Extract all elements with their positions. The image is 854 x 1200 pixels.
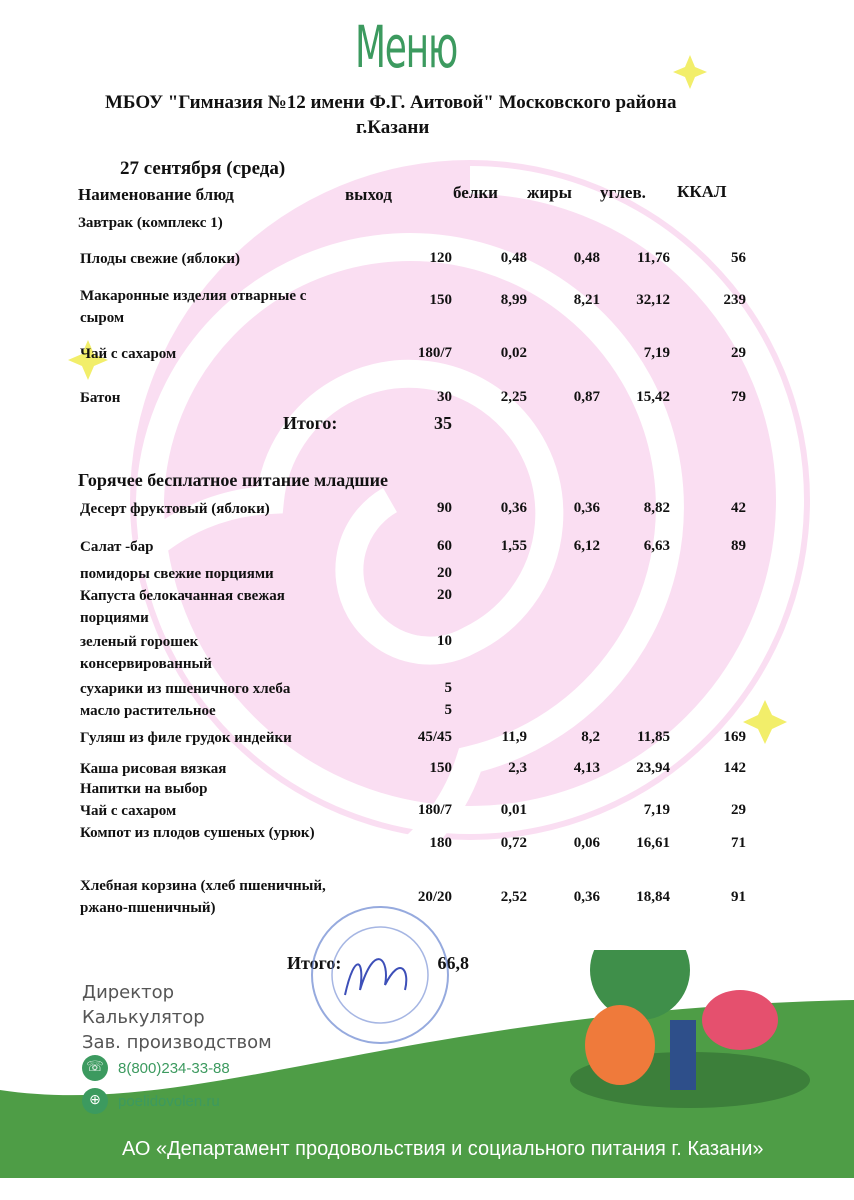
dish-fat: 0,36 — [573, 500, 600, 516]
dish-output: 5 — [444, 680, 452, 696]
dish-fat: 0,87 — [573, 389, 600, 405]
column-header-output: выход — [345, 185, 392, 204]
dish-output: 150 — [429, 760, 452, 776]
dish-protein: 0,72 — [500, 835, 527, 851]
dish-output: 120 — [429, 250, 452, 266]
dish-kcal: 42 — [731, 500, 746, 516]
dish-protein: 0,36 — [500, 500, 527, 516]
dish-kcal: 91 — [731, 889, 746, 905]
dish-name: Плоды свежие (яблоки) — [80, 251, 240, 267]
dish-carbs: 7,19 — [643, 345, 670, 361]
dish-carbs: 18,84 — [636, 889, 670, 905]
dish-fat: 8,2 — [581, 729, 600, 745]
signature-director: Директор — [82, 982, 175, 1003]
dish-kcal: 89 — [731, 538, 746, 554]
section-title: Завтрак (комплекс 1) — [78, 215, 223, 231]
dish-output: 150 — [429, 292, 452, 308]
dish-protein: 2,25 — [500, 389, 527, 405]
total-value: 35 — [434, 413, 452, 433]
column-header-carbs: углев. — [600, 183, 646, 202]
signatures — [82, 980, 272, 1055]
dish-carbs: 7,19 — [643, 802, 670, 818]
dish-output: 180/7 — [417, 802, 452, 818]
dish-name: Капуста белокачанная свежая порциями — [80, 588, 285, 626]
dish-output: 45/45 — [417, 729, 452, 745]
dish-carbs: 16,61 — [636, 835, 670, 851]
dish-fat: 8,21 — [573, 292, 600, 308]
dish-name: Десерт фруктовый (яблоки) — [80, 501, 270, 517]
dish-name: Напитки на выбор — [80, 781, 208, 797]
total-label: Итого: — [287, 953, 342, 973]
column-header-fat: жиры — [527, 183, 572, 202]
dish-kcal: 142 — [723, 760, 746, 776]
dish-fat: 0,36 — [573, 889, 600, 905]
dish-kcal: 56 — [731, 250, 746, 266]
dish-carbs: 11,76 — [637, 250, 670, 266]
school-city: г.Казани — [356, 117, 430, 138]
dish-name: масло растительное — [80, 703, 216, 719]
total-value: 66,8 — [437, 953, 469, 973]
school-name: МБОУ "Гимназия №12 имени Ф.Г. Аитовой" Московского района — [105, 92, 677, 113]
dish-carbs: 8,82 — [643, 500, 670, 516]
total-label: Итого: — [283, 413, 338, 433]
dish-protein: 0,01 — [500, 802, 527, 818]
dish-kcal: 71 — [731, 835, 746, 851]
dish-protein: 2,52 — [500, 889, 527, 905]
website-contact[interactable] — [82, 1088, 220, 1114]
dish-name: Хлебная корзина (хлеб пшеничный, ржано-пшеничный) — [80, 878, 326, 916]
dish-output: 20 — [437, 587, 452, 603]
dish-kcal: 29 — [731, 802, 746, 818]
dish-output: 20/20 — [417, 889, 452, 905]
column-header-name: Наименование блюд — [78, 185, 234, 204]
dish-name: Гуляш из филе грудок индейки — [80, 730, 292, 746]
dish-kcal: 169 — [723, 729, 746, 745]
dish-output: 180 — [429, 835, 452, 851]
dish-carbs: 11,85 — [637, 729, 670, 745]
dish-fat: 0,06 — [573, 835, 600, 851]
dish-output: 10 — [437, 633, 452, 649]
dish-kcal: 239 — [723, 292, 746, 308]
dish-carbs: 6,63 — [643, 538, 670, 554]
globe-icon: ⊕ — [82, 1088, 108, 1114]
dish-name: Компот из плодов сушеных (урюк) — [80, 825, 315, 841]
dish-name: Макаронные изделия отварные с сыром — [80, 288, 307, 326]
dish-output: 5 — [444, 702, 452, 718]
dish-name: помидоры свежие порциями — [80, 566, 274, 582]
official-stamp — [305, 900, 455, 1050]
dish-name: Чай с сахаром — [80, 346, 177, 362]
dish-output: 20 — [437, 565, 452, 581]
dish-kcal: 29 — [731, 345, 746, 361]
dish-kcal: 79 — [731, 389, 746, 405]
dish-fat: 4,13 — [573, 760, 600, 776]
dish-name: Батон — [80, 390, 121, 406]
signature-calculator: Калькулятор — [82, 1007, 205, 1028]
signature-production-head: Зав. производством — [82, 1032, 272, 1053]
dish-output: 180/7 — [417, 345, 452, 361]
dish-protein: 11,9 — [501, 729, 527, 745]
dish-name: зеленый горошек консервированный — [80, 634, 212, 672]
phone-contact[interactable] — [82, 1055, 230, 1081]
dish-output: 60 — [437, 538, 452, 554]
column-header-kcal: ККАЛ — [677, 182, 727, 201]
dish-name: сухарики из пшеничного хлеба — [80, 681, 291, 697]
dish-carbs: 23,94 — [636, 760, 670, 776]
dish-protein: 0,48 — [500, 250, 527, 266]
dish-protein: 1,55 — [500, 538, 527, 554]
website-link[interactable]: poelidovolen.ru — [118, 1092, 220, 1110]
section-title: Горячее бесплатное питание младшие — [78, 470, 388, 490]
footer-organization: АО «Департамент продовольствия и социального питания г. Казани» — [122, 1138, 764, 1160]
dish-name: Каша рисовая вязкая — [80, 761, 227, 777]
dish-protein: 0,02 — [500, 345, 527, 361]
dish-fat: 0,48 — [573, 250, 600, 266]
dish-name: Салат -бар — [80, 539, 154, 555]
dish-name: Чай с сахаром — [80, 803, 177, 819]
dish-protein: 8,99 — [500, 292, 527, 308]
dish-output: 30 — [437, 389, 452, 405]
menu-logo: Меню — [355, 13, 457, 81]
phone-number[interactable]: 8(800)234-33-88 — [118, 1059, 230, 1077]
dish-protein: 2,3 — [508, 760, 527, 776]
dish-output: 90 — [437, 500, 452, 516]
dish-fat: 6,12 — [573, 538, 600, 554]
dish-carbs: 32,12 — [636, 292, 670, 308]
dish-carbs: 15,42 — [636, 389, 670, 405]
column-header-protein: белки — [453, 183, 498, 202]
phone-icon: ☏ — [82, 1055, 108, 1081]
menu-date: 27 сентября (среда) — [120, 158, 286, 179]
